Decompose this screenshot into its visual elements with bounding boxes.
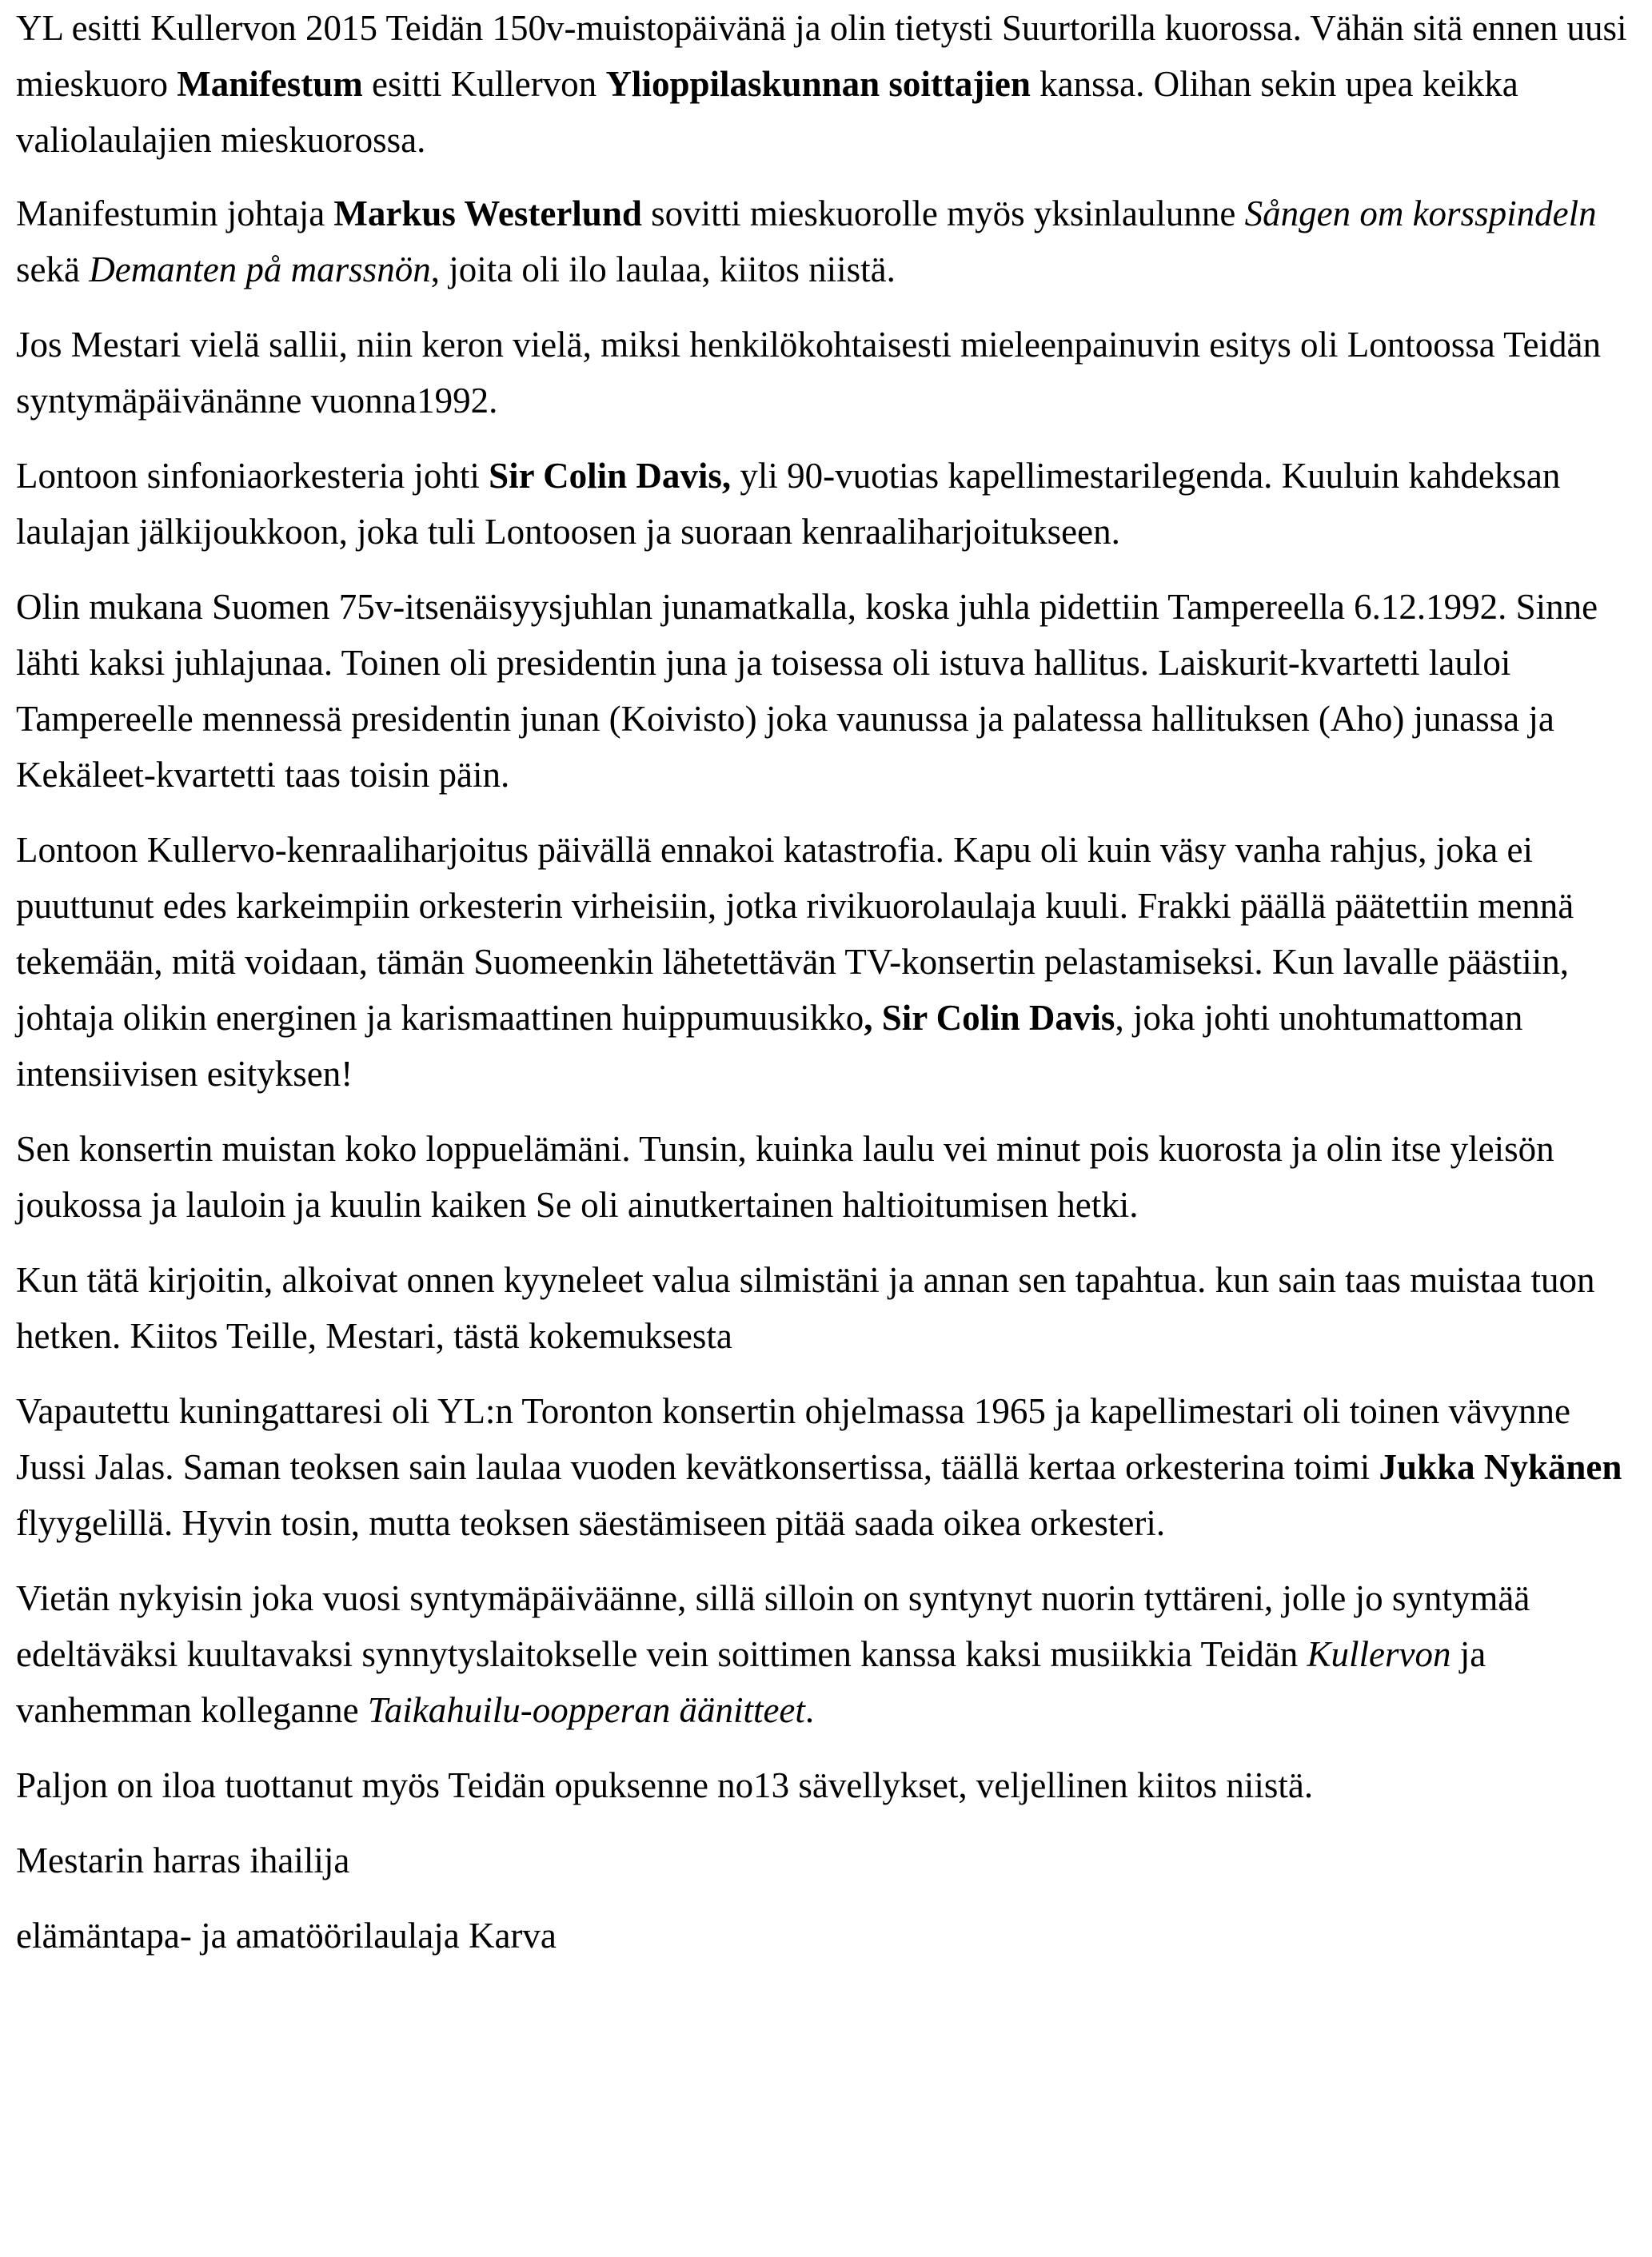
conductor-name: Sir Colin Davis, [489, 456, 732, 496]
text-run: Olin mukana Suomen 75v-itsenäisyysjuhlan junamatkalla, koska juhla pidettiin Tampereella 6.12.1992. Sinne lähti kaksi juhlajunaa. Toinen oli presidentin juna ja toisessa oli istuva hallitus. Laiskurit-kvartetti lauloi Tampereelle mennessä presidentin junan (Koivisto) joka vaunussa ja palatessa hallituksen (Aho) junassa ja Kekäleet-kvartetti taas toisin päin. [16, 587, 1598, 795]
text-run: Lontoon Kullervo-kenraaliharjoitus päivällä ennakoi katastrofia. Kapu oli kuin väsy vanha rahjus, joka ei puuttunut edes karkeimpiin orkesterin virheisiin, jotka rivikuorolaulaja kuuli. Frakki päällä päätettiin mennä tekemään, mitä voidaan, tämän Suomeenkin lähetettävän TV-konsertin pelastamiseksi. Kun lavalle päästiin, johtaja olikin energinen ja karismaattinen huippumuusikko [16, 830, 1574, 1038]
paragraph-rehearsal [16, 822, 1639, 1102]
text-run: sovitti mieskuorolle myös yksinlaulunne [641, 193, 1245, 233]
text-run: yli 90-vuotias kapellimestarilegenda. Kuuluin kahdeksan laulajan jälkijoukkoon, joka tuli Lontoosen ja suoraan kenraaliharjoitukseen. [16, 456, 1561, 552]
paragraph-arrangements [16, 185, 1639, 297]
closing-line [16, 1832, 1639, 1888]
text-run: Mestarin harras ihailija [16, 1840, 350, 1880]
paragraph-birthday [16, 1570, 1639, 1738]
work-title: Taikahuilu-oopperan äänitteet [367, 1690, 805, 1730]
song-title: Sången om korsspindeln [1244, 193, 1597, 233]
text-run: esitti Kullervon [362, 64, 606, 104]
text-run: flyygelillä. Hyvin tosin, mutta teoksen säestämiseen pitää saada oikea orkesteri. [16, 1503, 1166, 1543]
text-run: ja vanhemman kolleganne [16, 1634, 1486, 1730]
orchestra-name: Ylioppilaskunnan soittajien [605, 64, 1031, 104]
paragraph-independence-train [16, 579, 1639, 803]
signature-line [16, 1908, 1639, 1964]
pianist-name: Jukka Nykänen [1379, 1447, 1622, 1487]
paragraph-tears [16, 1252, 1639, 1364]
song-title: Demanten på marssnön [89, 249, 431, 289]
text-run: elämäntapa- ja amatöörilaulaja Karva [16, 1916, 557, 1956]
text-run: Paljon on iloa tuottanut myös Teidän opuksenne no13 sävellykset, veljellinen kiitos niistä. [16, 1765, 1314, 1805]
text-run: , joka johti unohtumattoman intensiivisen esityksen! [16, 998, 1523, 1094]
paragraph-toronto [16, 1383, 1639, 1551]
text-run: Vapautettu kuningattaresi oli YL:n Toronton konsertin ohjelmassa 1965 ja kapellimestari oli toinen vävynne Jussi Jalas. Saman teoksen sain laulaa vuoden kevätkonsertissa, täällä kertaa orkesterina toimi [16, 1391, 1570, 1487]
paragraph-kullervo-2015 [16, 0, 1639, 168]
text-run: Lontoon sinfoniaorkesteria johti [16, 456, 489, 496]
letter-document [16, 0, 1639, 1964]
conductor-name: Markus Westerlund [333, 193, 642, 233]
choir-name-manifestum: Manifestum [177, 64, 363, 104]
work-title: Kullervon [1307, 1634, 1451, 1674]
text-run: kanssa. Olihan sekin upea keikka valiolaulajien mieskuorossa. [16, 64, 1518, 160]
conductor-name: , Sir Colin Davis [864, 998, 1115, 1038]
paragraph-opus13 [16, 1757, 1639, 1813]
text-run: Manifestumin johtaja [16, 193, 334, 233]
text-run: , joita oli ilo laulaa, kiitos niistä. [430, 249, 896, 289]
text-run: sekä [16, 249, 90, 289]
paragraph-london-1992 [16, 317, 1639, 429]
text-run: Sen konsertin muistan koko loppuelämäni. Tunsin, kuinka laulu vei minut pois kuorosta ja olin itse yleisön joukossa ja lauloin ja kuulin kaiken Se oli ainutkertainen haltioitumisen hetki. [16, 1129, 1554, 1225]
paragraph-colin-davis [16, 448, 1639, 560]
text-run: Jos Mestari vielä sallii, niin keron vielä, miksi henkilökohtaisesti mieleenpainuvin esitys oli Lontoossa Teidän syntymäpäivänänne vuonna1992. [16, 325, 1601, 421]
paragraph-concert-memory [16, 1121, 1639, 1233]
text-run: Vietän nykyisin joka vuosi syntymäpäiväänne, sillä silloin on syntynyt nuorin tyttäreni, jolle jo syntymää edeltäväksi kuultavaksi synnytyslaitokselle vein soittimen kanssa kaksi musiikkia Teidän [16, 1578, 1530, 1674]
text-run: YL esitti Kullervon 2015 Teidän 150v-muistopäivänä ja olin tietysti Suurtorilla kuorossa. Vähän sitä ennen uusi mieskuoro [16, 8, 1627, 104]
text-run: . [804, 1690, 815, 1730]
text-run: Kun tätä kirjoitin, alkoivat onnen kyyneleet valua silmistäni ja annan sen tapahtua. kun sain taas muistaa tuon hetken. Kiitos Teille, Mestari, tästä kokemuksesta [16, 1260, 1595, 1356]
